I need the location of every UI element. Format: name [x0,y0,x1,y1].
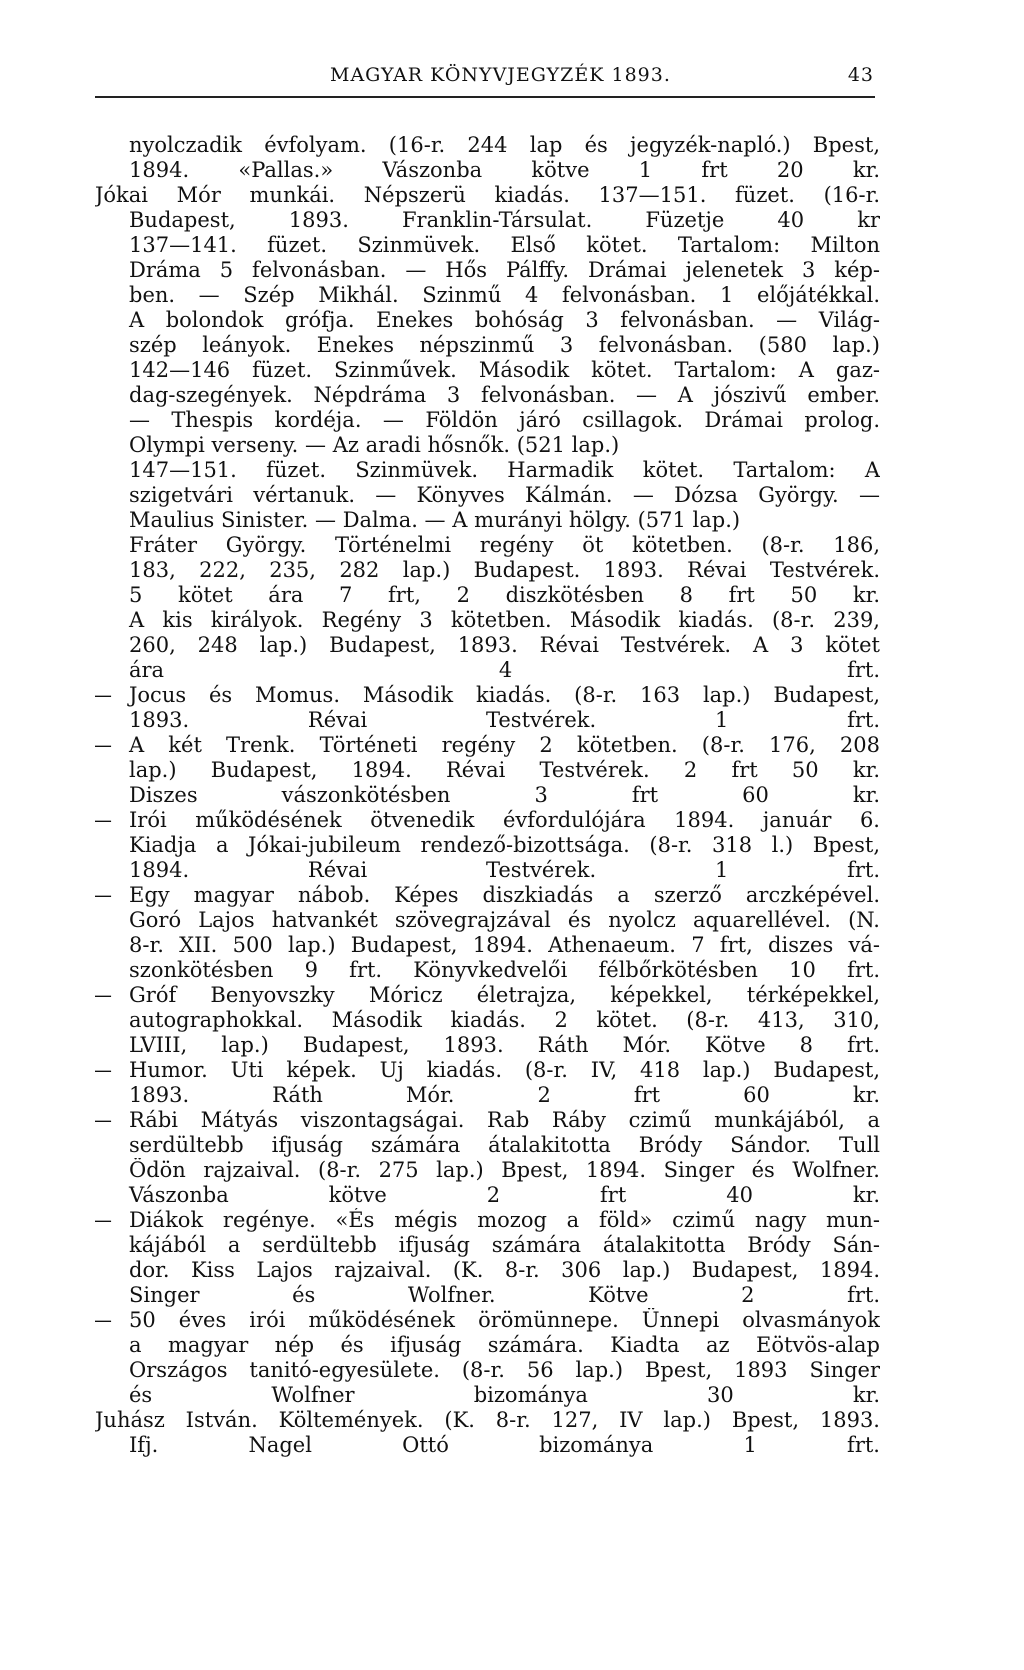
text-line: ára 4 frt. [129,658,880,682]
text-line: — Rábi Mátyás viszontagságai. Rab Ráby czimű munkájából, a [95,1108,880,1133]
text-line: 183, 222, 235, 282 lap.) Budapest. 1893. Révai Testvérek. [129,558,880,582]
text-line: Olympi verseny. — Az aradi hősnők. (521 lap.) [129,433,620,457]
text-line: — Humor. Uti képek. Uj kiadás. (8-r. IV, 418 lap.) Budapest, [95,1058,880,1083]
text-line: szonkötésben 9 frt. Könyvkedvelői félbőrkötésben 10 frt. [129,958,880,982]
text-line: LVIII, lap.) Budapest, 1893. Ráth Mór. Kötve 8 frt. [129,1033,880,1057]
text-line: Kiadja a Jókai-jubileum rendező-bizottsága. (8-r. 318 l.) Bpest, [129,833,880,857]
header-title: MAGYAR KÖNYVJEGYZÉK 1893. [330,64,671,86]
text-line: Országos tanitó-egyesülete. (8-r. 56 lap.) Bpest, 1893 Singer [129,1358,880,1382]
text-line: szigetvári vértanuk. — Könyves Kálmán. — Dózsa György. — [129,483,880,507]
text-line: lap.) Budapest, 1894. Révai Testvérek. 2 frt 50 kr. [129,758,880,782]
running-header [130,60,874,92]
text-line: dag-szegények. Népdráma 3 felvonásban. — A jószivű ember. [129,383,880,407]
text-line: a magyar nép és ifjuság számára. Kiadta az Eötvös-alap [129,1333,880,1357]
text-line: Juhász István. Költemények. (K. 8-r. 127, IV lap.) Bpest, 1893. [95,1408,880,1432]
text-line: 260, 248 lap.) Budapest, 1893. Révai Testvérek. A 3 kötet [129,633,880,657]
text-line: ben. — Szép Mikhál. Szinmű 4 felvonásban. 1 előjátékkal. [129,283,880,307]
text-line: Goró Lajos hatvankét szövegrajzával és nyolcz aquarellével. (N. [129,908,880,932]
text-line: 142—146 füzet. Szinművek. Második kötet. Tartalom: A gaz- [129,358,880,382]
text-line: Maulius Sinister. — Dalma. — A murányi hölgy. (571 lap.) [129,508,741,532]
text-line: — Irói működésének ötvenedik évfordulójára 1894. január 6. [95,808,880,833]
text-line: autographokkal. Második kiadás. 2 kötet. (8-r. 413, 310, [129,1008,880,1032]
text-line: Dráma 5 felvonásban. — Hős Pálffy. Drámai jelenetek 3 kép- [129,258,880,282]
text-line: A kis királyok. Regény 3 kötetben. Második kiadás. (8-r. 239, [129,608,880,632]
catalog-body [95,133,880,1458]
text-line: 1893. Ráth Mór. 2 frt 60 kr. [129,1083,880,1107]
text-line: és Wolfner bizománya 30 kr. [129,1383,880,1407]
text-line: 1893. Révai Testvérek. 1 frt. [129,708,880,732]
text-line: — 50 éves irói működésének örömünnepe. Ünnepi olvasmányok [95,1308,880,1333]
text-line: dor. Kiss Lajos rajzaival. (K. 8-r. 306 lap.) Budapest, 1894. [129,1258,880,1282]
text-line: 5 kötet ára 7 frt, 2 diszkötésben 8 frt 50 kr. [129,583,880,607]
text-line: 147—151. füzet. Szinmüvek. Harmadik kötet. Tartalom: A [129,458,880,482]
text-line: Ödön rajzaival. (8-r. 275 lap.) Bpest, 1894. Singer és Wolfner. [129,1158,880,1182]
text-line: Fráter György. Történelmi regény öt kötetben. (8-r. 186, [129,533,880,557]
text-line: — Gróf Benyovszky Móricz életrajza, képekkel, térképekkel, [95,983,880,1008]
text-line: 8-r. XII. 500 lap.) Budapest, 1894. Athenaeum. 7 frt, diszes vá- [129,933,880,957]
text-line: Ifj. Nagel Ottó bizománya 1 frt. [129,1433,880,1457]
page-number: 43 [847,64,874,86]
text-line: kájából a serdültebb ifjuság számára átalakitotta Bródy Sán- [129,1233,880,1257]
text-line: 1894. «Pallas.» Vászonba kötve 1 frt 20 kr. [129,158,880,182]
text-line: 1894. Révai Testvérek. 1 frt. [129,858,880,882]
text-line: szép leányok. Enekes népszinmű 3 felvonásban. (580 lap.) [129,333,880,357]
text-line: Budapest, 1893. Franklin-Társulat. Füzetje 40 kr [129,208,880,232]
text-line: — Diákok regénye. «És mégis mozog a föld» czimű nagy mun- [95,1208,880,1233]
text-line: — A két Trenk. Történeti regény 2 kötetben. (8-r. 176, 208 [95,733,880,758]
text-line: Jókai Mór munkái. Népszerü kiadás. 137—151. füzet. (16-r. [95,183,880,207]
text-line: Diszes vászonkötésben 3 frt 60 kr. [129,783,880,807]
text-line: — Jocus és Momus. Második kiadás. (8-r. 163 lap.) Budapest, [95,683,880,708]
text-line: Singer és Wolfner. Kötve 2 frt. [129,1283,880,1307]
text-line: serdültebb ifjuság számára átalakitotta Bródy Sándor. Tull [129,1133,880,1157]
text-line: — Thespis kordéja. — Földön járó csillagok. Drámai prolog. [129,408,880,432]
text-line: — Egy magyar nábob. Képes diszkiadás a szerző arczképével. [95,883,880,908]
text-line: A bolondok grófja. Enekes bohóság 3 felvonásban. — Világ- [129,308,880,332]
text-line: nyolczadik évfolyam. (16-r. 244 lap és jegyzék-napló.) Bpest, [129,133,880,157]
header-rule [95,96,875,98]
text-line: Vászonba kötve 2 frt 40 kr. [129,1183,880,1207]
text-line: 137—141. füzet. Szinmüvek. Első kötet. Tartalom: Milton [129,233,880,257]
